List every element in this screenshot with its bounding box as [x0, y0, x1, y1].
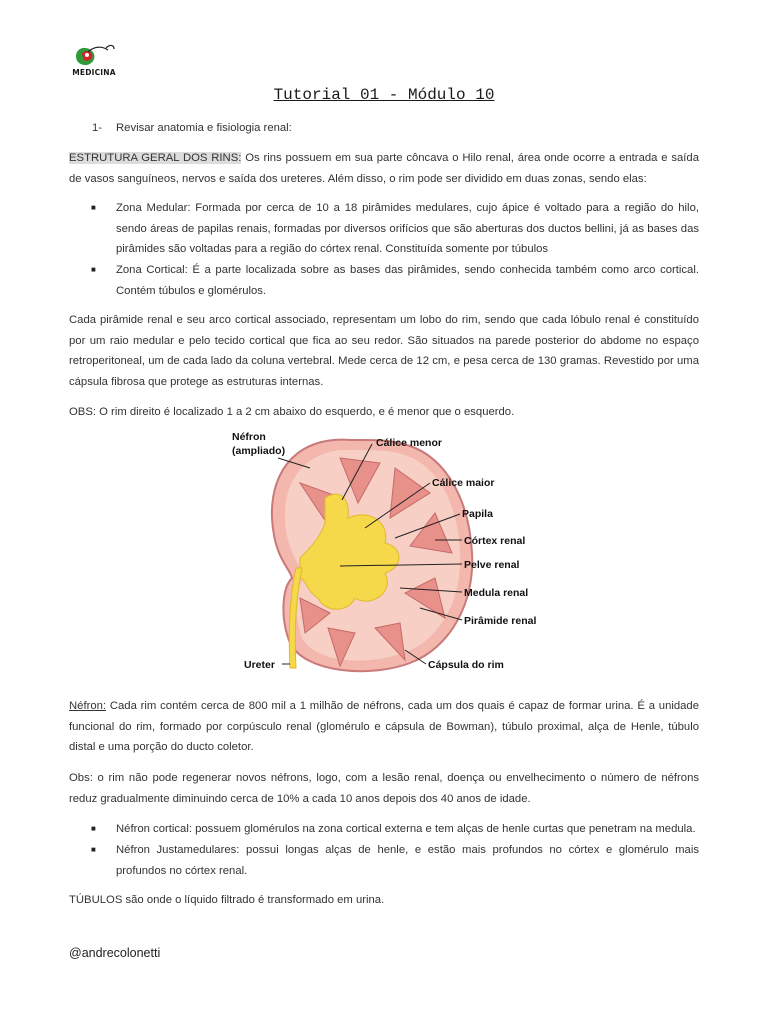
page-title: Tutorial 01 - Módulo 10 — [273, 86, 495, 104]
label-cortex-renal: Córtex renal — [464, 535, 526, 547]
list-item-zona-cortical: Zona Cortical: É a parte localizada sobre as bases das pirâmides, sendo conhecida também como arco cortical. Contém túbulos e glomérulos. — [116, 264, 699, 297]
logo-text: MEDICINA — [72, 68, 116, 77]
label-nefron: Néfron — [232, 431, 266, 443]
nefron-paragraph — [69, 696, 699, 758]
bullet-icon: ■ — [91, 824, 96, 833]
label-piramide-renal: Pirâmide renal — [464, 615, 537, 627]
medicina-logo — [68, 42, 120, 82]
label-nefron-ampliado: (ampliado) — [232, 445, 286, 457]
estrutura-paragraph — [69, 148, 699, 189]
bullet-icon: ■ — [91, 845, 96, 854]
footer-handle: @andrecolonetti — [69, 946, 161, 960]
tubulos-text: TÚBULOS são onde o líquido filtrado é transformado em urina. — [69, 894, 385, 906]
nefron-text: Cada rim contém cerca de 800 mil a 1 milhão de néfrons, cada um dos quais é capaz de formar urina. É a unidade funcional do rim, formado por corpúsculo renal (glomérulo e cápsula de Bowman), túbulo proximal, alça de Henle, túbulo distal e uma porção do ducto coletor. — [69, 700, 699, 753]
item-1-text: Revisar anatomia e fisiologia renal: — [116, 122, 292, 134]
estrutura-text: Os rins possuem em sua parte côncava o Hilo renal, área onde ocorre a entrada e saída de vasos sanguíneos, nervos e saída dos ureteres. Além disso, o rim pode ser dividido em duas zonas, sendo elas: — [69, 152, 699, 185]
label-papila: Papila — [462, 508, 493, 520]
list-item-zona-medular: Zona Medular: Formada por cerca de 10 a 18 pirâmides medulares, cujo ápice é voltado para a região do hilo, sendo áreas de papilas renais, formadas por diversos orifícios que são aberturas dos ductos bellini, já as bases das pirâmides são voltadas para a região do córtex renal. Constituída somente por túbulos — [116, 202, 699, 255]
item-1 — [92, 118, 722, 139]
label-capsula-rim: Cápsula do rim — [428, 659, 504, 671]
lobo-paragraph: Cada pirâmide renal e seu arco cortical associado, representam um lobo do rim, sendo que cada lóbulo renal é constituído por um raio medular e pelo tecido cortical que fica ao seu redor. São situados na parede posterior do abdome no espaço retroperitoneal, um de cada lado da coluna vertebral. Mede cerca de 12 cm, e pesa cerca de 130 gramas. Revestido por uma cápsula fibrosa que protege as estruturas internas. — [69, 314, 699, 388]
kidney-diagram — [230, 428, 542, 678]
bullet-icon: ■ — [91, 203, 96, 212]
obs-regeneracao: Obs: o rim não pode regenerar novos néfrons, logo, com a lesão renal, doença ou envelhecimento o número de néfrons reduz gradualmente diminuindo cerca de 10% a cada 10 anos depois dos 40 anos de idade. — [69, 772, 699, 805]
nefron-heading: Néfron: — [69, 700, 107, 712]
label-medula-renal: Medula renal — [464, 587, 529, 599]
label-calice-maior: Cálice maior — [432, 477, 495, 489]
item-1-number: 1- — [92, 122, 103, 134]
bullet-icon: ■ — [91, 265, 96, 274]
list-item-nefron-cortical: Néfron cortical: possuem glomérulos na zona cortical externa e tem alças de henle curtas que penetram na medula. — [116, 823, 696, 835]
list-item-nefron-justamedular: Néfron Justamedulares: possui longas alças de henle, e estão mais profundos no córtex e glomérulo mais profundos no córtex renal. — [116, 844, 699, 877]
label-calice-menor: Cálice menor — [376, 437, 442, 449]
obs-rim-direito: OBS: O rim direito é localizado 1 a 2 cm abaixo do esquerdo, e é menor que o esquerdo. — [69, 406, 515, 418]
estrutura-heading: ESTRUTURA GERAL DOS RINS: — [69, 152, 242, 164]
label-pelve-renal: Pelve renal — [464, 559, 520, 571]
label-ureter: Ureter — [244, 659, 275, 671]
medicina-logo-icon — [68, 42, 120, 70]
